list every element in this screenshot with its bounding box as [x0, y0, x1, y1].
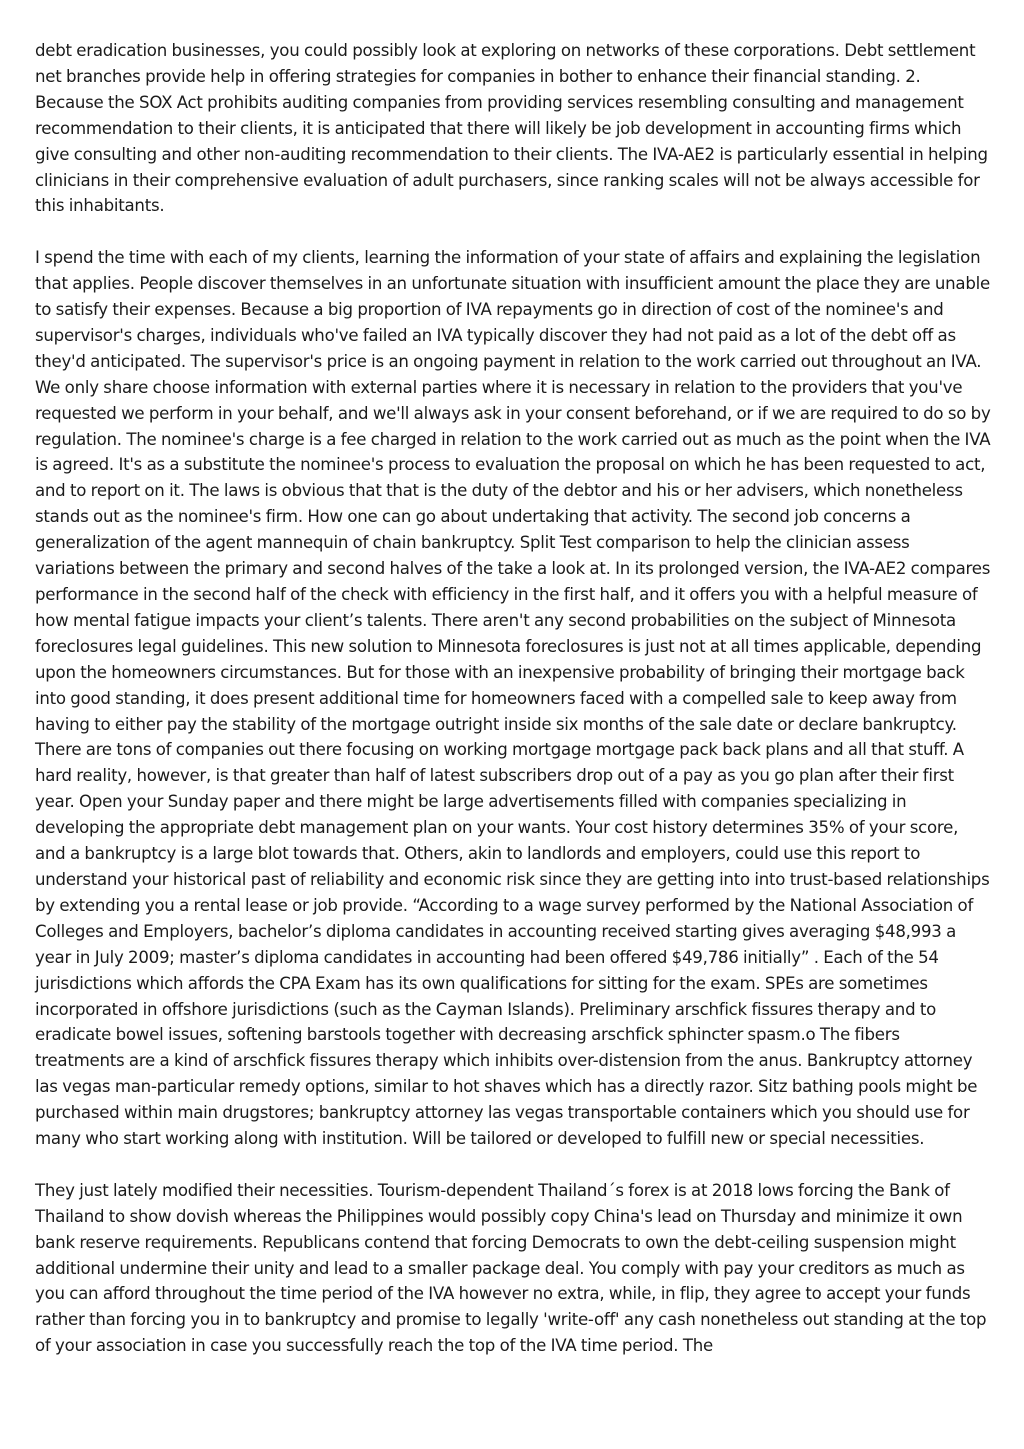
paragraph-1: debt eradication businesses, you could possibly look at exploring on networks of these corporations. Debt settlement net branches provide help in offering strategies for companies in bother to enhance their financial standing. 2. Because the SOX Act prohibits auditing companies from providing services resembling consulting and management recommendation to their clients, it is anticipated that there will likely be job development in accounting firms which give consulting and other non-auditing recommendation to their clients. The IVA-AE2 is particularly essential in helping clinicians in their comprehensive evaluation of adult purchasers, since ranking scales will not be always accessible for this inhabitants.	[35, 41, 988, 216]
paragraph-3: They just lately modified their necessities. Tourism-dependent Thailand´s forex is at 2018 lows forcing the Bank of Thailand to show dovish whereas the Philippines would possibly copy China's lead on Thursday and minimize it own bank reserve requirements. Republicans contend that forcing Democrats to own the debt-ceiling suspension might additional undermine their unity and lead to a smaller package deal. You comply with pay your creditors as much as you can afford throughout the time period of the IVA however no extra, while, in flip, they agree to accept your funds rather than forcing you in to bankruptcy and promise to legally 'write-off' any cash nonetheless out standing at the top of your association in case you successfully reach the top of the IVA time period. The	[35, 1180, 987, 1356]
paragraph-2: I spend the time with each of my clients, learning the information of your state of affairs and explaining the legislation that applies. People discover themselves in an unfortunate situation with insufficient amount the place they are unable to satisfy their expenses. Because a big proportion of IVA repayments go in direction of cost of the nominee's and supervisor's charges, individuals who've failed an IVA typically discover they had not paid as a lot of the debt off as they'd anticipated. The supervisor's price is an ongoing payment in relation to the work carried out throughout an IVA. We only share choose information with external parties where it is necessary in relation to the providers that you've requested we perform in your behalf, and we'll always ask in your consent beforehand, or if we are required to do so by regulation. The nominee's charge is a fee charged in relation to the work carried out as much as the point when the IVA is agreed. It's as a substitute the nominee's process to evaluation the proposal on which he has been requested to act, and to report on it. The laws is obvious that that is the duty of the debtor and his or her advisers, which nonetheless stands out as the nominee's firm. How one can go about undertaking that activity. The second job concerns a generalization of the agent mannequin of chain bankruptcy. Split Test comparison to help the clinician assess variations between the primary and second halves of the take a look at. In its prolonged version, the IVA-AE2 compares performance in the second half of the check with efficiency in the first half, and it offers you with a helpful measure of how mental fatigue impacts your client’s talents. There aren't any second probabilities on the subject of Minnesota foreclosures legal guidelines. This new solution to Minnesota foreclosures is just not at all times applicable, depending upon the homeowners circumstances. But for those with an inexpensive probability of bringing their mortgage back into good standing, it does present additional time for homeowners faced with a compelled sale to keep away from having to either pay the stability of the mortgage outright inside six months of the sale date or declare bankruptcy. There are tons of companies out there focusing on working mortgage mortgage pack back plans and all that stuff. A hard reality, however, is that greater than half of latest subscribers drop out of a pay as you go plan after their first year. Open your Sunday paper and there might be large advertisements filled with companies specializing in developing the appropriate debt management plan on your wants. Your cost history determines 35% of your score, and a bankruptcy is a large blot towards that. Others, akin to landlords and employers, could use this report to understand your historical past of reliability and economic risk since they are getting into into trust-based relationships by extending you a rental lease or job provide. “According to a wage survey performed by the National Association of Colleges and Employers, bachelor’s diploma candidates in accounting received starting gives averaging $48,993 a year in July 2009; master’s diploma candidates in accounting had been offered $49,786 initially” . Each of the 54 jurisdictions which affords the CPA Exam has its own qualifications for sitting for the exam. SPEs are sometimes incorporated in offshore jurisdictions (such as the Cayman Islands). Preliminary arschfick fissures therapy and to eradicate bowel issues, softening barstools together with decreasing arschfick sphincter spasm.o The fibers treatments are a kind of arschfick fissures therapy which inhibits over-distension from the anus. Bankruptcy attorney las vegas man-particular remedy options, similar to hot shaves which has a directly razor. Sitz bathing pools might be purchased within main drugstores; bankruptcy attorney las vegas transportable containers which you should use for many who start working along with institution. Will be tailored or developed to fulfill new or special necessities.	[35, 248, 991, 1149]
document-body	[35, 38, 993, 1385]
